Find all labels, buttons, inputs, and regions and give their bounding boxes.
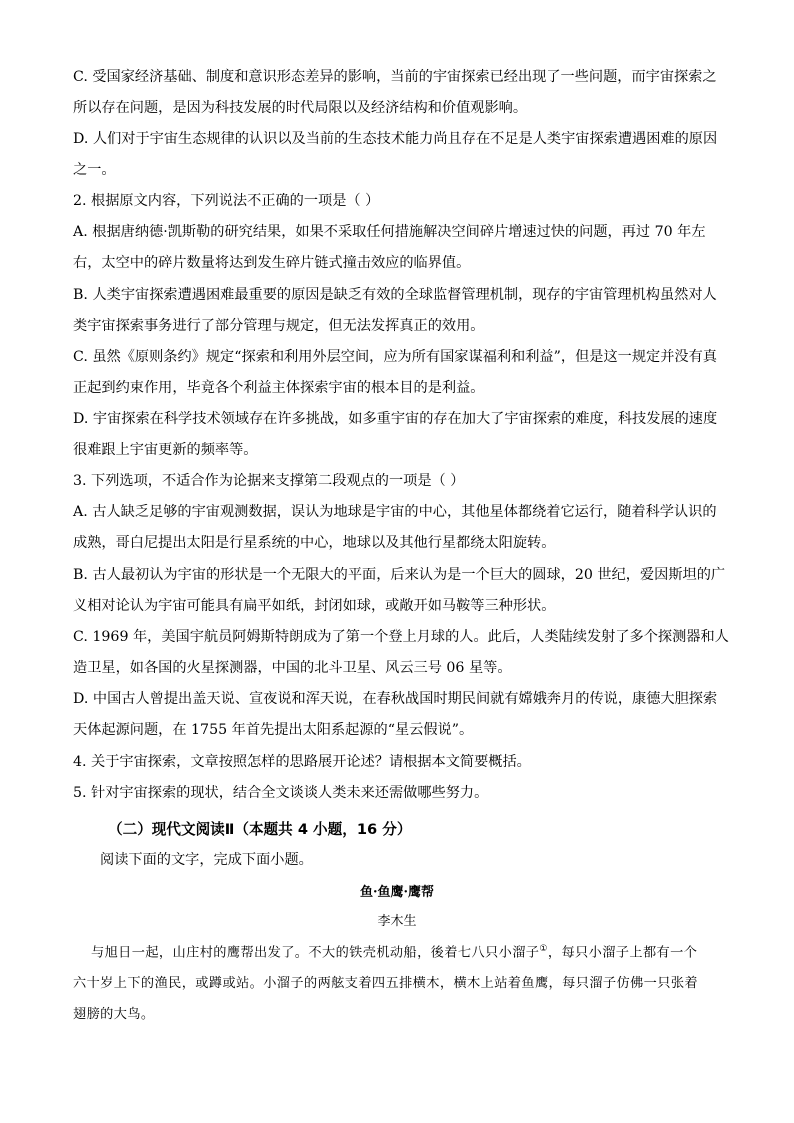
- q2-option-a: A. 根据唐纳德·凯斯勒的研究结果，如果不采取任何措施解决空间碎片增速过快的问题，再过 70 年左 右，太空中的碎片数量将达到发生碎片链式撞击效应的临界值。: [73, 224, 706, 272]
- q2-option-b: B. 人类宇宙探索遭遇困难最重要的原因是缺乏有效的全球监督管理机制，现存的宇宙管理机构虽然对人 类宇宙探索事务进行了部分管理与规定，但无法发挥真正的效用。: [73, 287, 717, 335]
- story-title: 鱼·鱼鹰·鹰帮: [359, 885, 435, 900]
- q3-stem: 3. 下列选项，不适合作为论据来支撑第二段观点的一项是（ ）: [73, 473, 465, 489]
- footnote-marker: ①: [539, 944, 548, 954]
- story-author: 李木生: [377, 914, 417, 929]
- q1-option-c: C. 受国家经济基础、制度和意识形态差异的影响，当前的宇宙探索已经出现了一些问题，而宇宙探索之 所以存在问题，是因为科技发展的时代局限以及经济结构和价值观影响。: [73, 69, 717, 117]
- q2-option-d: D. 宇宙探索在科学技术领域存在许多挑战，如多重宇宙的存在加大了宇宙探索的难度，科技发展的速度 很难跟上宇宙更新的频率等。: [73, 411, 718, 459]
- instruction: 阅读下面的文字，完成下面小题。: [100, 852, 313, 868]
- section-heading: （二）现代文阅读Ⅱ（本题共 4 小题，16 分）: [108, 821, 412, 838]
- q3-option-c: C. 1969 年，美国宇航员阿姆斯特朗成为了第一个登上月球的人。此后，人类陆续发射了多个探测器和人 造卫星，如各国的火星探测器，中国的北斗卫星、风云三号 06 星等。: [73, 629, 729, 677]
- q3-option-a: A. 古人缺乏足够的宇宙观测数据，误认为地球是宇宙的中心，其他星体都绕着它运行，随着科学认识的 成熟，哥白尼提出太阳是行星系统的中心，地球以及其他行星都绕太阳旋转。: [73, 504, 717, 552]
- q3-option-b: B. 古人最初认为宇宙的形状是一个无限大的平面，后来认为是一个巨大的圆球，20 世纪，爱因斯坦的广 义相对论认为宇宙可能具有扁平如纸，封闭如球，或敞开如马鞍等三种形状。: [73, 567, 726, 615]
- q5: 5. 针对宇宙探索的现状，结合全文谈谈人类未来还需做哪些努力。: [73, 785, 489, 801]
- q4: 4. 关于宇宙探索，文章按照怎样的思路展开论述？请根据本文简要概括。: [73, 754, 531, 770]
- q2-option-c: C. 虽然《原则条约》规定“探索和利用外层空间，应为所有国家谋福利和利益”，但是这一规定并没有真 正起到约束作用，毕竟各个利益主体探索宇宙的根本目的是利益。: [73, 349, 717, 397]
- q1-option-d: D. 人们对于宇宙生态规律的认识以及当前的生态技术能力尚且存在不足是人类宇宙探索遭遇困难的原因 之一。: [73, 131, 718, 179]
- q2-stem: 2. 根据原文内容，下列说法不正确的一项是（ ）: [73, 193, 380, 209]
- q3-option-d: D. 中国古人曾提出盖天说、宣夜说和浑天说，在春秋战国时期民间就有嫦娥奔月的传说，康德大胆探索 天体起源问题，在 1755 年首先提出太阳系起源的“星云假说”。: [73, 691, 718, 739]
- story-paragraph: 与旭日一起，山庄村的鹰帮出发了。不大的铁壳机动船，後着七八只小溜子①，每只小溜子上都有一个 六十岁上下的渔民，或蹲或站。小溜子的两舷支着四五排横木，横木上站着鱼鹰，每只溜子仿佛一只张着 翅膀的大鸟。: [73, 944, 699, 1023]
